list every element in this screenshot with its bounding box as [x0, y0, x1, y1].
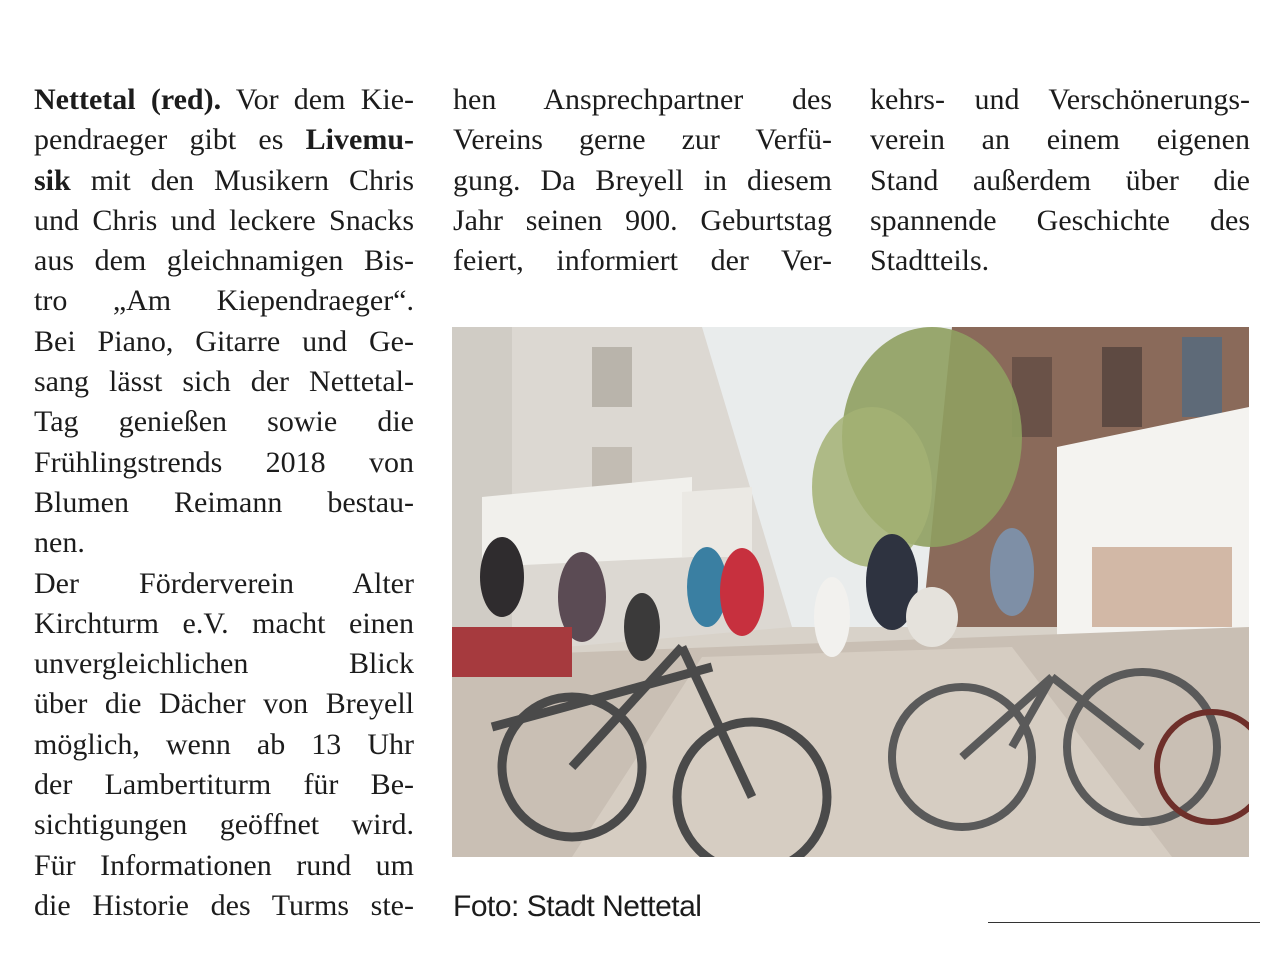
- text-line: möglich, wenn ab 13 Uhr: [34, 727, 414, 761]
- end-rule: [988, 922, 1260, 923]
- text-line: tro „Am Kiependraeger“.: [34, 284, 414, 318]
- photo-caption: Foto: Stadt Nettetal: [453, 890, 702, 923]
- text-line: feiert, informiert der Ver-: [453, 244, 832, 278]
- text-line: über die Dächer von Breyell: [34, 687, 414, 721]
- text-line: der Lambertiturm für Be-: [34, 768, 414, 802]
- text-line: sichtigungen geöffnet wird.: [34, 808, 414, 842]
- article-column-1: [34, 80, 414, 926]
- street-market-illustration: [452, 327, 1249, 857]
- text-run: Livemu-: [305, 123, 414, 157]
- text-line: spannende Geschichte des: [870, 203, 1250, 237]
- article-column-3: [870, 80, 1250, 281]
- text-line: Blumen Reimann bestau-: [34, 485, 414, 519]
- photo-street-market: [452, 327, 1249, 857]
- text-line: Stand außerdem über die: [870, 163, 1250, 197]
- text-run: mit den Musikern Chris: [70, 163, 414, 197]
- text-line: und Chris und leckere Snacks: [34, 203, 414, 237]
- text-line: aus dem gleichnamigen Bis-: [34, 244, 414, 278]
- text-line: die Historie des Turms ste-: [34, 888, 414, 922]
- text-line: nen.: [34, 526, 85, 560]
- text-run: Vor dem Kie-: [221, 83, 414, 116]
- text-line: Stadtteils.: [870, 244, 990, 278]
- text-line: Tag genießen sowie die: [34, 405, 414, 439]
- text-line: Bei Piano, Gitarre und Ge-: [34, 324, 414, 358]
- text-run: Nettetal (red).: [34, 83, 222, 116]
- text-line: Jahr seinen 900. Geburtstag: [453, 203, 832, 237]
- text-run: sik: [34, 163, 71, 197]
- text-line: Der Förderverein Alter: [34, 566, 414, 600]
- text-line: hen Ansprechpartner des: [453, 83, 832, 116]
- text-line: Kirchturm e.V. macht einen: [34, 606, 414, 640]
- text-line: sang lässt sich der Nettetal-: [34, 365, 414, 399]
- text-line: Vereins gerne zur Verfü-: [453, 123, 832, 157]
- text-line: gung. Da Breyell in diesem: [453, 163, 832, 197]
- text-line: [34, 80, 414, 120]
- text-line: Für Informationen rund um: [34, 848, 414, 882]
- text-line: Frühlingstrends 2018 von: [34, 445, 414, 479]
- article-column-2: [453, 80, 832, 281]
- text-line: verein an einem eigenen: [870, 123, 1250, 157]
- text-run: pendraeger gibt es: [34, 123, 306, 157]
- text-line: [34, 120, 414, 160]
- text-line: unvergleichlichen Blick: [34, 647, 414, 681]
- text-line: [34, 161, 414, 201]
- text-line: kehrs- und Verschönerungs-: [870, 83, 1250, 116]
